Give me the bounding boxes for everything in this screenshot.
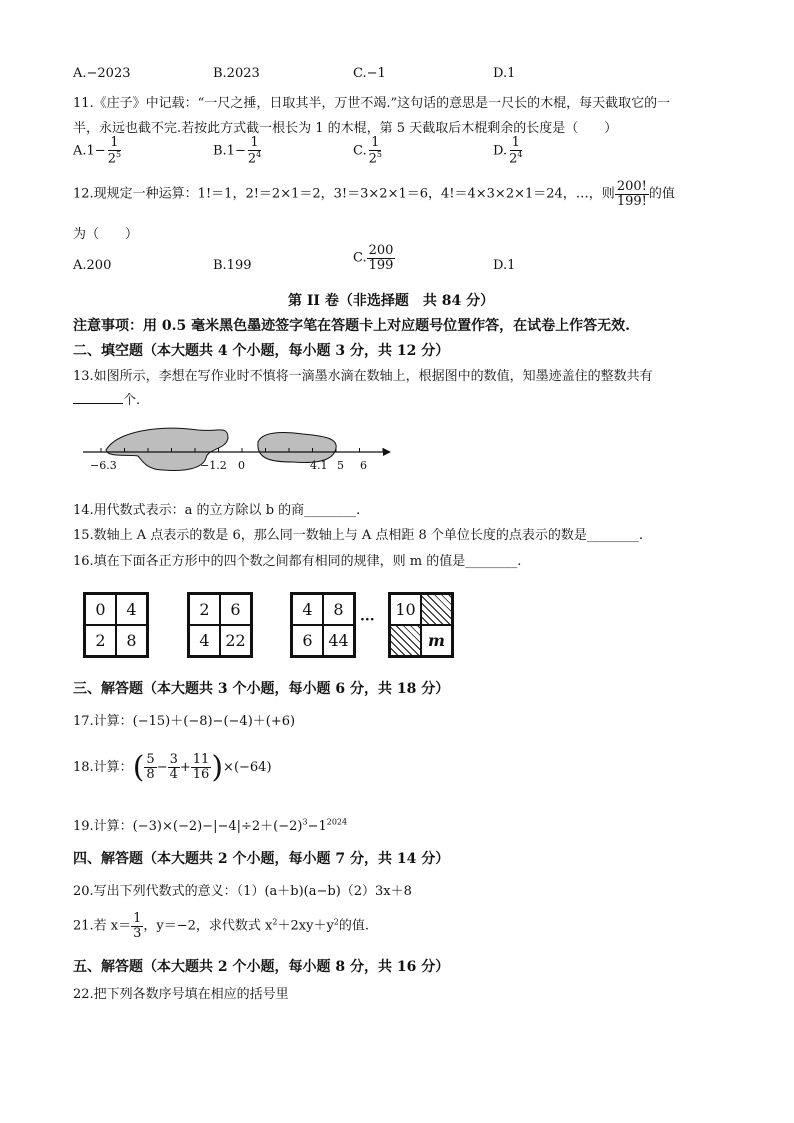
number-square-2 [187,592,253,658]
number-square-1 [83,592,149,658]
square-cell: 2 [85,625,116,656]
section-3-heading: 三、解答题（本大题共 3 个小题，每小题 6 分，共 18 分） [73,681,450,697]
number-line-figure [78,420,398,480]
q10-option-d: D.1 [493,66,516,81]
q15: 15.数轴上 A 点表示的数是 6，那么同一数轴上与 A 点相距 8 个单位长度的点表示的数是________. [73,528,644,543]
q12-option-a: A.200 [73,258,112,273]
square-cell: 4 [189,625,220,656]
ink-blot-right [258,432,336,462]
q11-option-d: D. $\frac{1}{2^4}$ [493,135,523,166]
q12-option-d: D.1 [493,258,516,273]
tick-label-4-1: 4.1 [310,459,328,472]
q11-option-c: C. $\frac{1}{2^5}$ [353,135,382,166]
q10-option-c: C.−1 [353,66,386,81]
square-cell: 4 [116,594,147,625]
section-2-heading: 二、填空题（本大题共 4 个小题，每小题 3 分，共 12 分） [73,343,450,359]
q16: 16.填在下面各正方形中的四个数之间都有相同的规律，则 m 的值是________. [73,554,522,569]
q10-option-a: A.−2023 [73,66,131,81]
tick-label-neg1-2: −1.2 [200,459,227,472]
q12-option-b: B.199 [213,258,252,273]
q18: 18.计算：( $\frac{5}{8}$ − $\frac{3}{4}$ + $\frac{11}{16}$ )×(−64) [73,750,272,785]
tick-label-neg6-3: −6.3 [90,459,117,472]
square-cell: 4 [292,594,323,625]
notice: 注意事项：用 0.5 毫米黑色墨迹签字笔在答题卡上对应题号位置作答，在试卷上作答无效. [73,318,630,334]
tick-label-0: 0 [238,459,245,472]
square-cell: 2 [189,594,220,625]
q11-line1: 11.《庄子》中记载：“一尺之捶，日取其半，万世不竭.”这句话的意思是一尺长的木棍，每天截取它的一 [73,96,671,111]
q13-line1: 13.如图所示，李想在写作业时不慎将一滴墨水滴在数轴上，根据图中的数值，知墨迹盖住的整数共有 [73,369,653,384]
q12-line1: 12.现规定一种运算：1!＝1，2!＝2×1＝2，3!＝3×2×1＝6，4!＝4×3×2×1＝24，…，则 $\frac{200!}{199!}$ 的值 [73,179,675,209]
ellipsis: ··· [360,612,375,628]
hatched-cell [390,625,421,656]
square-cell: 6 [220,594,251,625]
q14: 14.用代数式表示：a 的立方除以 b 的商________. [73,503,361,518]
q11-line2: 半，永远也截不完.若按此方式截一根长为 1 的木棍，第 5 天截取后木棍剩余的长度是（ ） [73,121,618,136]
q13-blank [73,392,123,404]
square-cell: 6 [292,625,323,656]
q17: 17.计算：(−15)＋(−8)−(−4)＋(+6) [73,714,296,729]
section-5-heading: 五、解答题（本大题共 2 个小题，每小题 8 分，共 16 分） [73,959,450,975]
square-cell: 0 [85,594,116,625]
number-square-3 [290,592,356,658]
q22: 22.把下列各数序号填在相应的括号里 [73,987,289,1002]
square-cell: 8 [323,594,354,625]
q13-line2: 个. [73,389,140,408]
part2-title: 第 II 卷（非选择题 共 84 分） [288,293,495,309]
q12-option-c: C. $\frac{200}{199}$ [353,243,394,273]
section-4-heading: 四、解答题（本大题共 2 个小题，每小题 7 分，共 14 分） [73,851,450,867]
hatched-cell [421,594,452,625]
tick-label-6: 6 [360,459,367,472]
q12-line2: 为（ ） [73,227,139,242]
number-square-4 [388,592,454,658]
square-cell: 8 [116,625,147,656]
q11-option-b: B.1− $\frac{1}{2^4}$ [213,135,262,166]
square-cell: 10 [390,594,421,625]
tick-label-5: 5 [337,459,344,472]
square-cell: 22 [220,625,251,656]
q11-option-a: A.1− $\frac{1}{2^5}$ [73,135,122,166]
q10-option-b: B.2023 [213,66,260,81]
square-cell: 44 [323,625,354,656]
arrow-right-icon [383,448,391,456]
q19: 19.计算：$(-3)\times(-2)-|-4|\div 2+(-2)^3-1^{2024}$ [73,817,348,834]
q21: 21.若 x＝ $\frac{1}{3}$ ，y＝−2，求代数式 $x^2+2xy+y^2$的值. [73,911,370,941]
q20: 20.写出下列代数式的意义：（1）(a＋b)(a−b)（2）3x＋8 [73,884,412,899]
square-cell-m: m [421,625,452,656]
